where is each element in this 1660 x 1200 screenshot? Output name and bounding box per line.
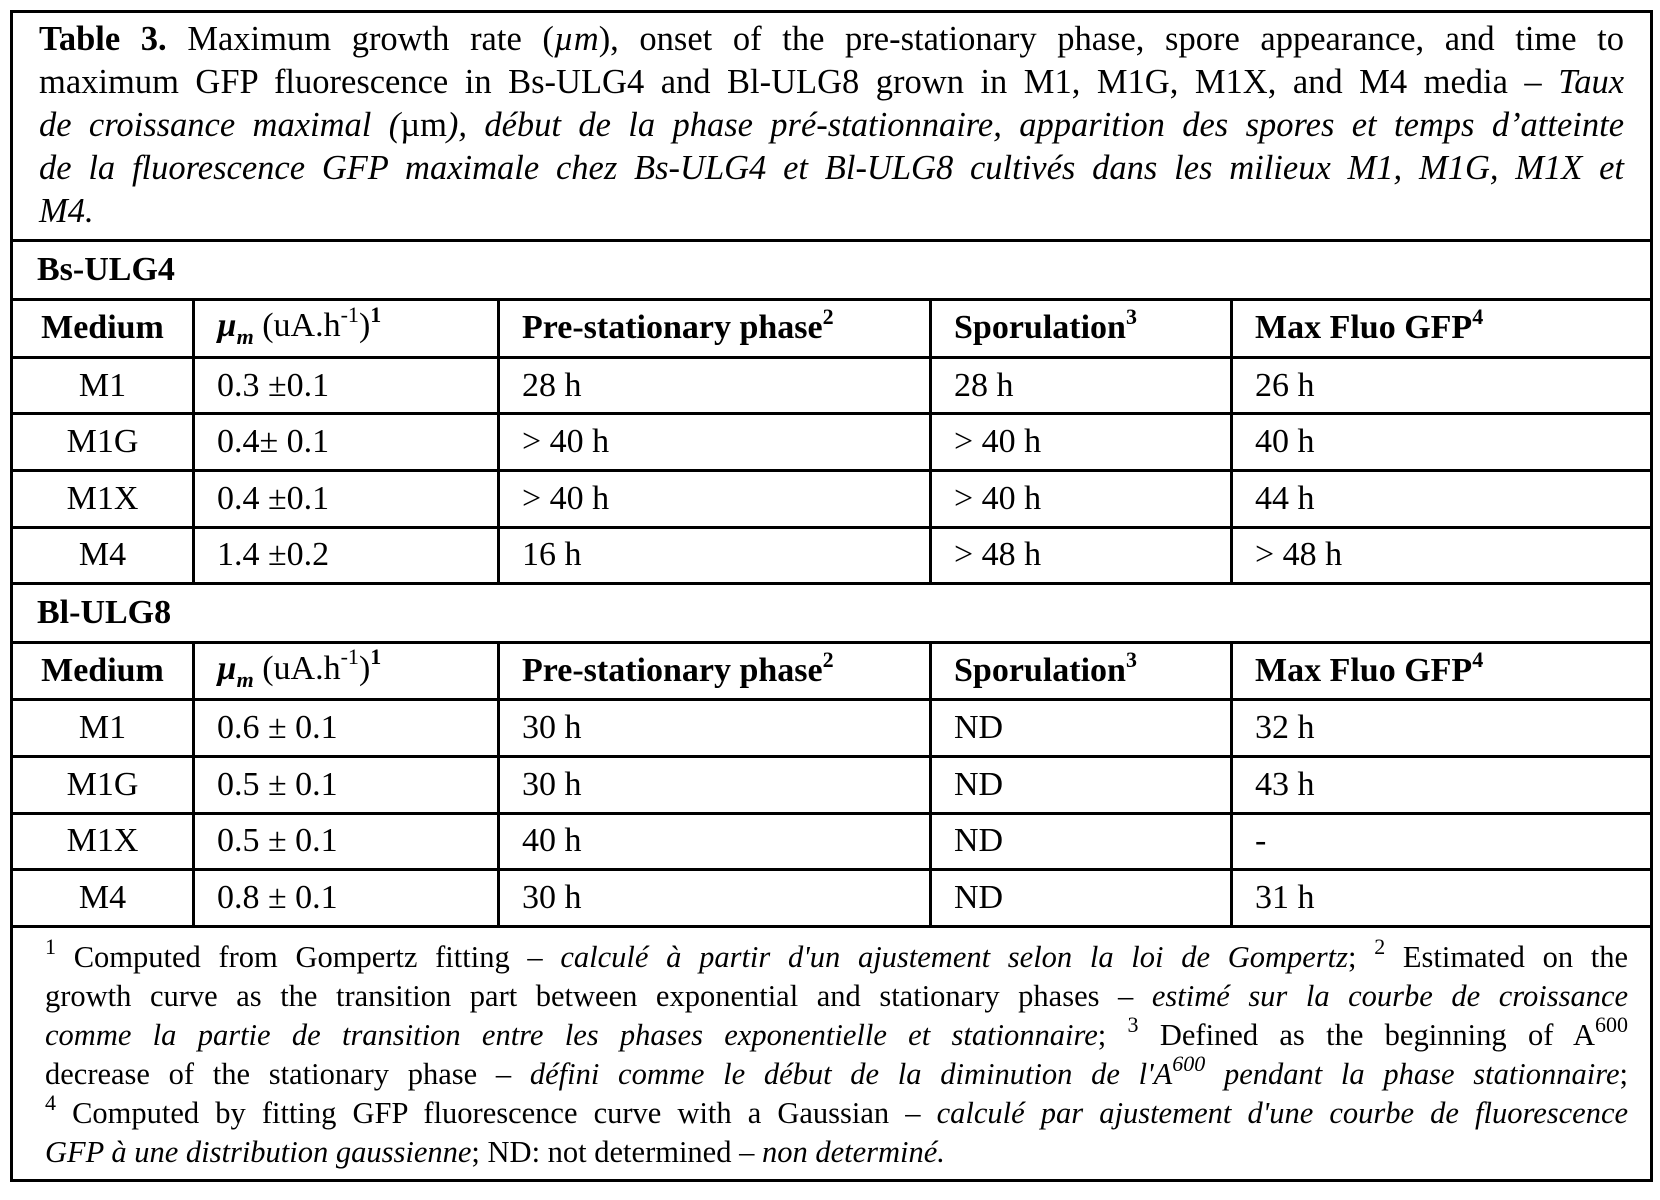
header-max-fluo-footnote-ref: 4	[1472, 304, 1484, 330]
footnote-segment: Computed by fitting GFP fluorescence curve with a Gaussian –	[56, 1095, 937, 1130]
footnote-segment: Estimated on the	[1385, 939, 1629, 974]
cell-growth-rate: 0.5 ± 0.1	[194, 813, 499, 870]
cell-max-fluo: 31 h	[1232, 870, 1652, 927]
cell-growth-rate: 0.5 ± 0.1	[194, 756, 499, 813]
caption-segment: ), début de la phase pré-stationnaire, apparition des spores et temps d’atteinte	[446, 106, 1625, 144]
header-max-fluo	[1232, 300, 1652, 358]
header-row	[12, 300, 1652, 358]
footnote-segment: ;	[1619, 1056, 1629, 1091]
cell-sporulation: > 48 h	[931, 527, 1232, 584]
cell-medium: M1G	[12, 756, 194, 813]
footnote-line	[45, 977, 1628, 1016]
caption-segment: de la fluorescence GFP maximale chez Bs-ULG4 et Bl-ULG8 cultivés dans les milieux M1, M1G, M1X et	[39, 149, 1625, 187]
header-max-fluo-label: Max Fluo GFP	[1255, 652, 1473, 690]
mu-unit-exponent: -1	[340, 644, 359, 670]
mu-letter: µ	[217, 307, 237, 345]
caption-line	[39, 190, 1624, 233]
footnote-segment: comme la partie de transition entre les phases exponentielle et stationnaire	[45, 1017, 1098, 1052]
cell-medium: M1X	[12, 470, 194, 527]
table-row	[12, 700, 1652, 757]
table-row	[12, 870, 1652, 927]
header-growth-rate	[194, 642, 499, 700]
mu-unit-close: )	[358, 649, 371, 687]
header-medium: Medium	[12, 300, 194, 358]
cell-medium: M1G	[12, 414, 194, 471]
footnote-segment: 600	[1595, 1011, 1629, 1037]
group-title: Bs-ULG4	[12, 241, 1652, 300]
cell-sporulation: ND	[931, 756, 1232, 813]
caption-segment: de croissance maximal (	[39, 106, 401, 144]
header-sporulation	[931, 300, 1232, 358]
footnote-segment: pendant la phase stationnaire	[1205, 1056, 1620, 1091]
footnote-segment: non determiné.	[761, 1134, 945, 1169]
cell-prestationary: 30 h	[499, 756, 931, 813]
footnote-segment: ; ND: not determined –	[471, 1134, 762, 1169]
mu-unit-close: )	[358, 307, 371, 345]
cell-sporulation: > 40 h	[931, 414, 1232, 471]
cell-medium: M1X	[12, 813, 194, 870]
cell-prestationary: > 40 h	[499, 414, 931, 471]
caption-line	[39, 104, 1624, 147]
cell-prestationary: > 40 h	[499, 470, 931, 527]
caption-line	[39, 18, 1624, 61]
mu-subscript: m	[236, 666, 254, 692]
header-prestationary-footnote-ref: 2	[822, 646, 834, 672]
header-growth-rate	[194, 300, 499, 358]
footnote-segment: calculé à partir d'un ajustement selon la loi de Gompertz	[560, 939, 1348, 974]
footnote-segment: défini comme le début de la diminution de l'A	[529, 1056, 1173, 1091]
footnote-segment: 1	[45, 933, 56, 959]
mu-unit-exponent: -1	[340, 301, 359, 327]
cell-growth-rate: 0.3 ±0.1	[194, 357, 499, 414]
header-prestationary	[499, 300, 931, 358]
cell-prestationary: 40 h	[499, 813, 931, 870]
cell-prestationary: 28 h	[499, 357, 931, 414]
header-sporulation-footnote-ref: 3	[1125, 646, 1137, 672]
caption-line	[39, 61, 1624, 104]
cell-max-fluo: 40 h	[1232, 414, 1652, 471]
table-row	[12, 414, 1652, 471]
footnote-line	[45, 1011, 1629, 1055]
footnote-segment: estimé sur la courbe de croissance	[1151, 978, 1629, 1013]
cell-medium: M4	[12, 527, 194, 584]
cell-sporulation: 28 h	[931, 357, 1232, 414]
footnote-segment: 4	[45, 1089, 56, 1115]
cell-sporulation: ND	[931, 700, 1232, 757]
footnote-line	[45, 1089, 1629, 1133]
mu-unit: (uA.h	[253, 649, 341, 687]
cell-medium: M1	[12, 700, 194, 757]
cell-growth-rate: 0.4± 0.1	[194, 414, 499, 471]
footnote-segment: decrease of the stationary phase –	[45, 1056, 530, 1091]
cell-medium: M4	[12, 870, 194, 927]
mu-symbol	[217, 649, 254, 692]
cell-growth-rate: 0.6 ± 0.1	[194, 700, 499, 757]
caption-text	[39, 18, 1624, 233]
table-row	[12, 527, 1652, 584]
header-prestationary	[499, 642, 931, 700]
group-title: Bl-ULG8	[12, 584, 1652, 643]
mu-unit: (uA.h	[253, 307, 341, 345]
cell-growth-rate: 0.4 ±0.1	[194, 470, 499, 527]
mu-subscript: m	[236, 323, 254, 349]
footnote-line	[45, 1050, 1629, 1094]
header-medium: Medium	[12, 642, 194, 700]
footnote-line	[45, 933, 1629, 977]
mu-symbol	[217, 307, 254, 349]
header-sporulation-footnote-ref: 3	[1125, 304, 1137, 330]
footnote-segment: Defined as the beginning of A	[1138, 1017, 1596, 1052]
caption-segment: ), onset of the pre-stationary phase, spore appearance, and time to	[598, 20, 1625, 58]
cell-growth-rate: 0.8 ± 0.1	[194, 870, 499, 927]
footnote-segment: 600	[1172, 1050, 1206, 1076]
header-max-fluo	[1232, 642, 1652, 700]
footnote-segment: ;	[1348, 939, 1375, 974]
caption-line	[39, 147, 1624, 190]
header-sporulation-label: Sporulation	[954, 309, 1126, 347]
header-max-fluo-footnote-ref: 4	[1472, 646, 1484, 672]
growth-table	[10, 10, 1653, 1182]
cell-max-fluo: > 48 h	[1232, 527, 1652, 584]
table-row	[12, 756, 1652, 813]
header-row	[12, 642, 1652, 700]
caption-segment: Taux	[1558, 63, 1625, 101]
table-row	[12, 813, 1652, 870]
group-row	[12, 241, 1652, 300]
footnote-segment: growth curve as the transition part between exponential and stationary phases –	[45, 978, 1152, 1013]
table-footnote	[12, 926, 1652, 1180]
footnote-segment: Computed from Gompertz fitting –	[56, 939, 561, 974]
caption-segment: µm	[553, 20, 599, 58]
cell-sporulation: ND	[931, 813, 1232, 870]
caption-segment: Maximum growth rate (	[166, 20, 554, 58]
footnote-ref-1: 1	[370, 301, 382, 327]
cell-max-fluo: 26 h	[1232, 357, 1652, 414]
caption-segment: Table 3.	[39, 20, 167, 58]
header-prestationary-label: Pre-stationary phase	[522, 309, 823, 347]
cell-prestationary: 16 h	[499, 527, 931, 584]
header-prestationary-label: Pre-stationary phase	[522, 652, 823, 690]
cell-max-fluo: 44 h	[1232, 470, 1652, 527]
header-max-fluo-label: Max Fluo GFP	[1255, 309, 1473, 347]
header-prestationary-footnote-ref: 2	[822, 304, 834, 330]
table-row	[12, 357, 1652, 414]
cell-max-fluo: 32 h	[1232, 700, 1652, 757]
cell-prestationary: 30 h	[499, 870, 931, 927]
header-sporulation-label: Sporulation	[954, 652, 1126, 690]
cell-max-fluo: -	[1232, 813, 1652, 870]
cell-max-fluo: 43 h	[1232, 756, 1652, 813]
footnote-segment: calculé par ajustement d'une courbe de fluorescence	[936, 1095, 1629, 1130]
caption-segment: maximum GFP fluorescence in Bs-ULG4 and Bl-ULG8 grown in M1, M1G, M1X, and M4 media –	[39, 63, 1559, 101]
caption-segment: M4.	[39, 192, 94, 230]
cell-sporulation: ND	[931, 870, 1232, 927]
group-row	[12, 584, 1652, 643]
table-caption	[12, 12, 1652, 241]
caption-segment: µm	[400, 106, 447, 144]
footnote-segment: 2	[1374, 933, 1386, 959]
footnote-line	[45, 1133, 1628, 1172]
footnote-ref-1: 1	[370, 644, 382, 670]
cell-sporulation: > 40 h	[931, 470, 1232, 527]
cell-prestationary: 30 h	[499, 700, 931, 757]
cell-growth-rate: 1.4 ±0.2	[194, 527, 499, 584]
footnote-segment: GFP à une distribution gaussienne	[45, 1134, 472, 1169]
mu-letter: µ	[217, 649, 237, 687]
cell-medium: M1	[12, 357, 194, 414]
footnote-segment: 3	[1127, 1011, 1139, 1037]
footnote-segment: ;	[1097, 1017, 1128, 1052]
footnote-text	[45, 933, 1629, 1172]
header-sporulation	[931, 642, 1232, 700]
table-row	[12, 470, 1652, 527]
